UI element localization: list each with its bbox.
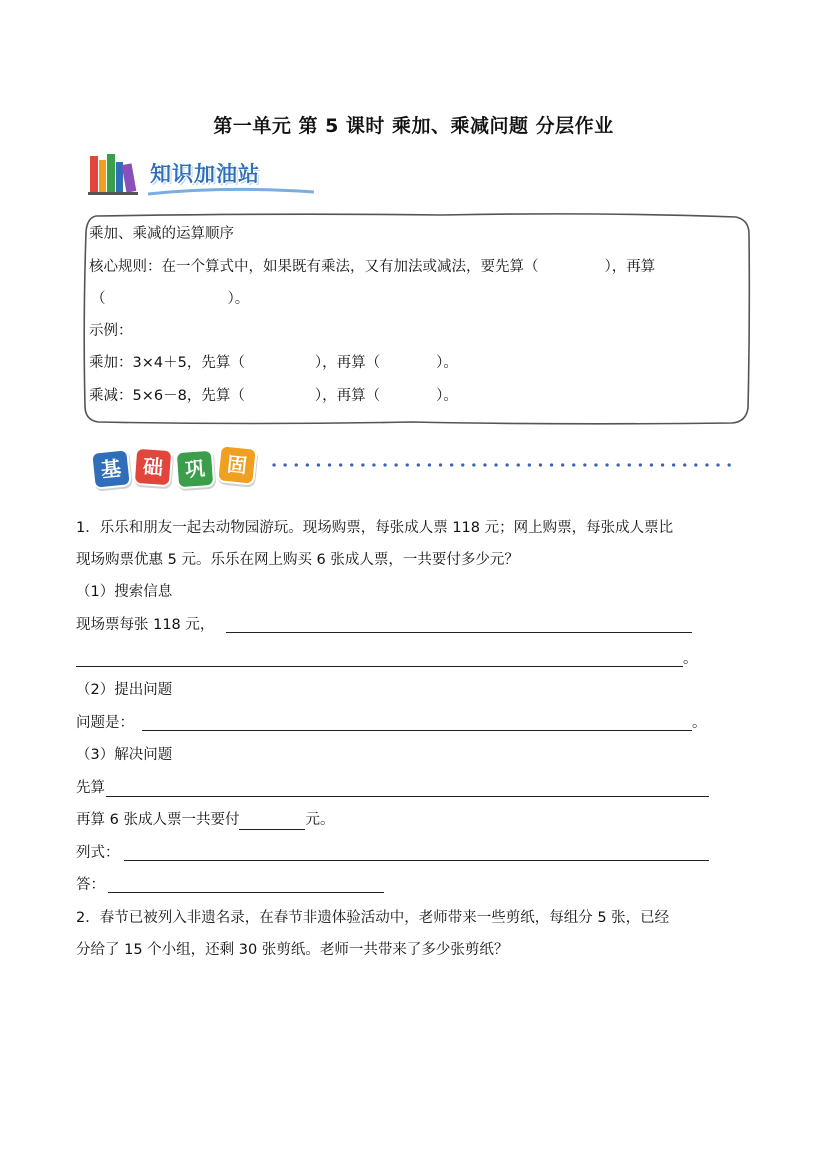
tile-gong: 巩 [175,449,216,490]
q1-formula-label: 列式： [76,845,120,861]
page-title: 第一单元 第 5 课时 乘加、乘减问题 分层作业 [213,115,614,137]
swoosh-underline [146,186,316,198]
tile-chu: 础 [133,447,174,488]
tile-ji: 基 [90,448,132,490]
q1-step1-label: （1）搜索信息 [76,584,173,600]
q1-answer-blank[interactable] [108,877,384,893]
example-label: 示例： [89,323,133,339]
q2-text-line2: 分给了 15 个小组，还剩 30 张剪纸。老师一共带来了多少张剪纸？ [76,942,509,958]
knowledge-rule-line2: （ ）。 [91,291,250,307]
example-multiply-add: 乘加：3×4＋5，先算（ ），再算（ ）。 [89,355,458,371]
q1-text-line1: 1．乐乐和朋友一起去动物园游玩。现场购票，每张成人票 118 元；网上购票，每张成人票比 [76,520,674,536]
q2-text-line1: 2．春节已被列入非遗名录，在春节非遗体验活动中，老师带来一些剪纸，每组分 5 张，已经 [76,910,670,926]
q1-formula-blank[interactable] [124,845,709,861]
q1-step3-second: 再算 6 张成人票一共要付 元。 [76,812,335,828]
knowledge-heading: 乘加、乘减的运算顺序 [89,226,234,242]
basic-consolidation-banner [90,444,750,494]
example-multiply-subtract: 乘减：5×6－8，先算（ ），再算（ ）。 [89,388,458,404]
tile-gu: 固 [216,444,258,486]
knowledge-station-title: 知识加油站 [150,162,260,186]
q1-step1-answer-blank-1[interactable] [226,617,692,633]
q1-step1-period: 。 [683,651,698,667]
books-icon [88,150,140,196]
dotted-divider [272,460,742,470]
q1-step2-period: 。 [692,715,707,731]
q1-question-blank[interactable] [142,715,692,731]
q1-step3-first: 先算 [76,780,105,796]
q1-step1-line: 现场票每张 118 元， [76,617,215,633]
q1-text-line2: 现场购票优惠 5 元。乐乐在网上购买 6 张成人票，一共要付多少元？ [76,552,519,568]
q1-step3-label: （3）解决问题 [76,747,173,763]
q1-step1-answer-blank-2[interactable] [76,651,683,667]
knowledge-rule-line1: 核心规则：在一个算式中，如果既有乘法，又有加法或减法，要先算（ ），再算 [89,259,656,275]
q1-answer-label: 答： [76,877,105,893]
knowledge-station-banner [88,148,318,198]
q1-first-calc-blank[interactable] [106,781,709,797]
q1-total-blank[interactable] [239,814,305,830]
q1-step2-label: （2）提出问题 [76,682,173,698]
q1-step2-line: 问题是： [76,715,134,731]
